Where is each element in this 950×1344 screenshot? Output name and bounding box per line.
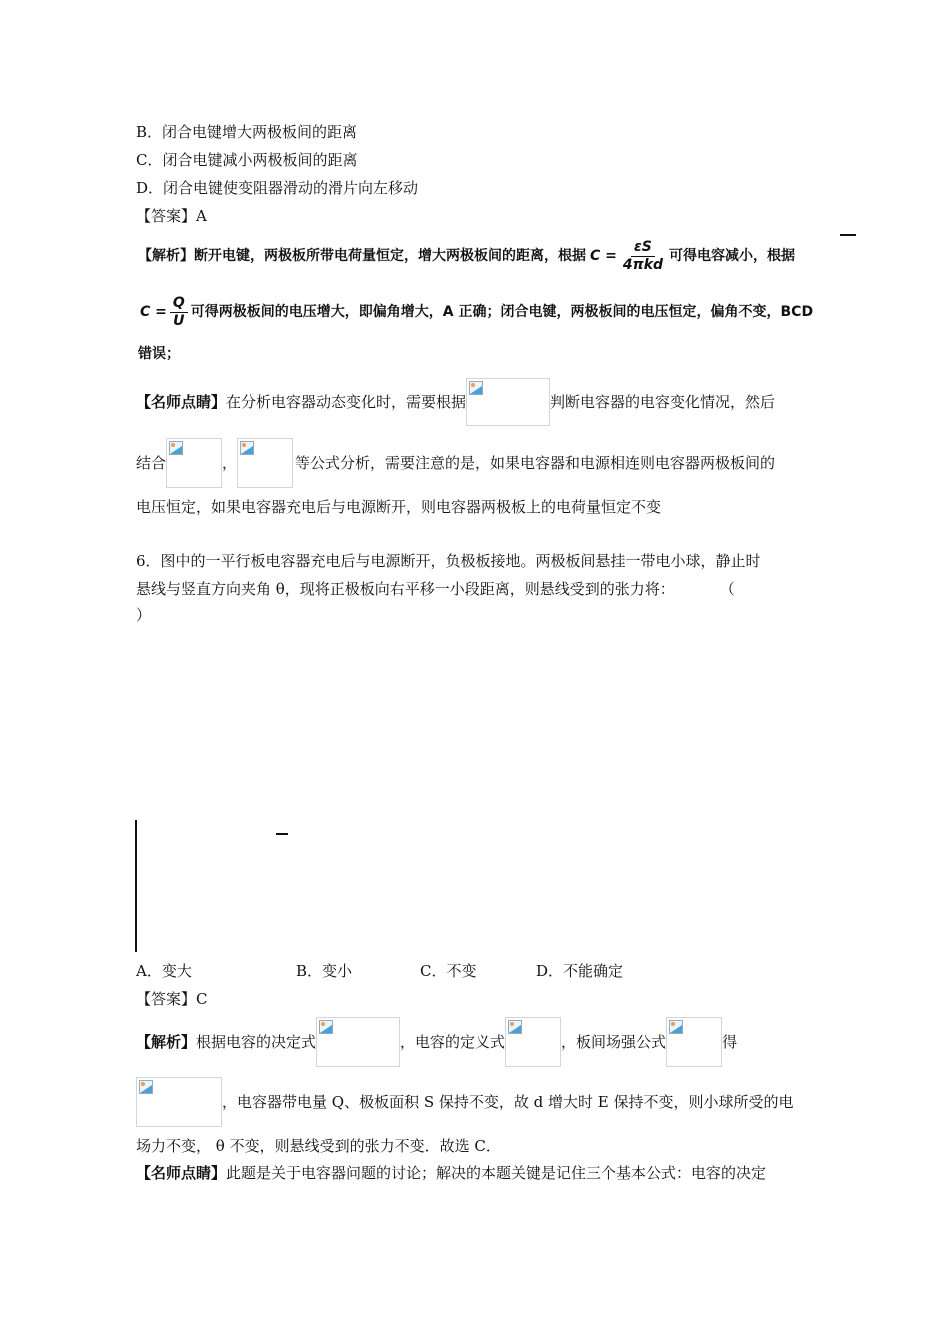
broken-image-icon (237, 438, 293, 488)
q6-analysis-line-3: 场力不变， θ 不变，则悬线受到的张力不变．故选 C． (136, 1137, 501, 1155)
diagram-mark (276, 833, 288, 835)
broken-image-icon (316, 1017, 400, 1067)
teacher-note-text-2a: 结合 (136, 454, 167, 472)
broken-image-icon (666, 1017, 722, 1067)
teacher-note-line-1 (136, 378, 775, 426)
analysis-line-1 (138, 236, 795, 276)
q6-analysis-line-2 (136, 1077, 794, 1127)
formula-numerator: εS (631, 239, 655, 257)
q6-analysis-text-2: ，电容器带电量 Q、极板面积 S 保持不变，故 d 增大时 E 保持不变，则小球所受的电 (222, 1093, 794, 1111)
q6-option-a: A．变大 (136, 962, 192, 980)
analysis-text-1: 断开电键，两极板所带电荷量恒定，增大两极板间的距离，根据 (194, 248, 586, 264)
teacher-note-tag: 【名师点睛】 (136, 393, 227, 411)
analysis-text-2: 可得两极板间的电压增大，即偏角增大，A 正确；闭合电键，两极板间的电压恒定，偏角不变，BCD (190, 304, 814, 320)
teacher-note-line-2 (136, 438, 775, 488)
option-c: C．闭合电键减小两极板间的距离 (136, 151, 358, 169)
formula-c-symbol: C = (590, 248, 617, 264)
q6-analysis-text-b: ，电容的定义式 (400, 1033, 506, 1051)
q6-answer-label: 【答案】C (136, 990, 208, 1008)
broken-image-icon (136, 1077, 222, 1127)
formula-denominator: 4πkd (622, 256, 664, 273)
formula2-numerator: Q (170, 295, 188, 313)
formula2-denominator: U (173, 312, 185, 329)
q6-option-c: C．不变 (420, 962, 477, 980)
q6-teacher-note-text: 此题是关于电容器问题的讨论；解决的本题关键是记住三个基本公式：电容的决定 (226, 1164, 767, 1182)
q6-teacher-note (136, 1163, 766, 1183)
option-d: D．闭合电键使变阻器滑动的滑片向左移动 (136, 179, 419, 197)
margin-mark (840, 234, 856, 236)
q6-teacher-note-tag: 【名师点睛】 (136, 1164, 227, 1182)
definition-formula (170, 295, 188, 330)
broken-image-icon (505, 1017, 561, 1067)
q6-analysis-text-c: ，板间场强公式 (561, 1033, 667, 1051)
analysis-line-3: 错误； (138, 346, 180, 362)
q6-analysis-tag: 【解析】 (136, 1033, 197, 1051)
q6-analysis-text-d: 得 (722, 1033, 738, 1051)
broken-image-icon (166, 438, 222, 488)
analysis-text-1b: 可得电容减小，根据 (669, 248, 796, 264)
option-b: B．闭合电键增大两极板间的距离 (136, 123, 358, 141)
q6-option-b: B．变小 (296, 962, 353, 980)
teacher-note-line-3: 电压恒定，如果电容器充电后与电源断开，则电容器两极板上的电荷量恒定不变 (136, 498, 662, 516)
analysis-tag: 【解析】 (138, 248, 194, 264)
teacher-note-text-2b: 等公式分析，需要注意的是，如果电容器和电源相连则电容器两极板间的 (295, 454, 776, 472)
broken-image-icon (466, 378, 550, 426)
teacher-note-text-1a: 在分析电容器动态变化时，需要根据 (226, 393, 467, 411)
q6-stem-line-3: ） (136, 606, 152, 624)
answer-label: 【答案】A (136, 207, 207, 225)
capacitor-plate-line (135, 820, 137, 952)
q6-stem-line-1: 6．图中的一平行板电容器充电后与电源断开，负极板接地。两极板间悬挂一带电小球，静止时 (136, 552, 761, 570)
analysis-line-2 (140, 292, 813, 332)
q6-analysis-text-a: 根据电容的决定式 (196, 1033, 317, 1051)
teacher-note-comma: ， (222, 454, 238, 472)
teacher-note-text-1b: 判断电容器的电容变化情况，然后 (550, 393, 776, 411)
q6-stem-line-2: 悬线与竖直方向夹角 θ，现将正极板向右平移一小段距离，则悬线受到的张力将： （ (136, 580, 735, 598)
formula2-lhs: C = (140, 304, 167, 320)
q6-analysis-line-1 (136, 1017, 737, 1067)
q6-option-d: D．不能确定 (536, 962, 624, 980)
capacitance-formula (620, 239, 666, 274)
